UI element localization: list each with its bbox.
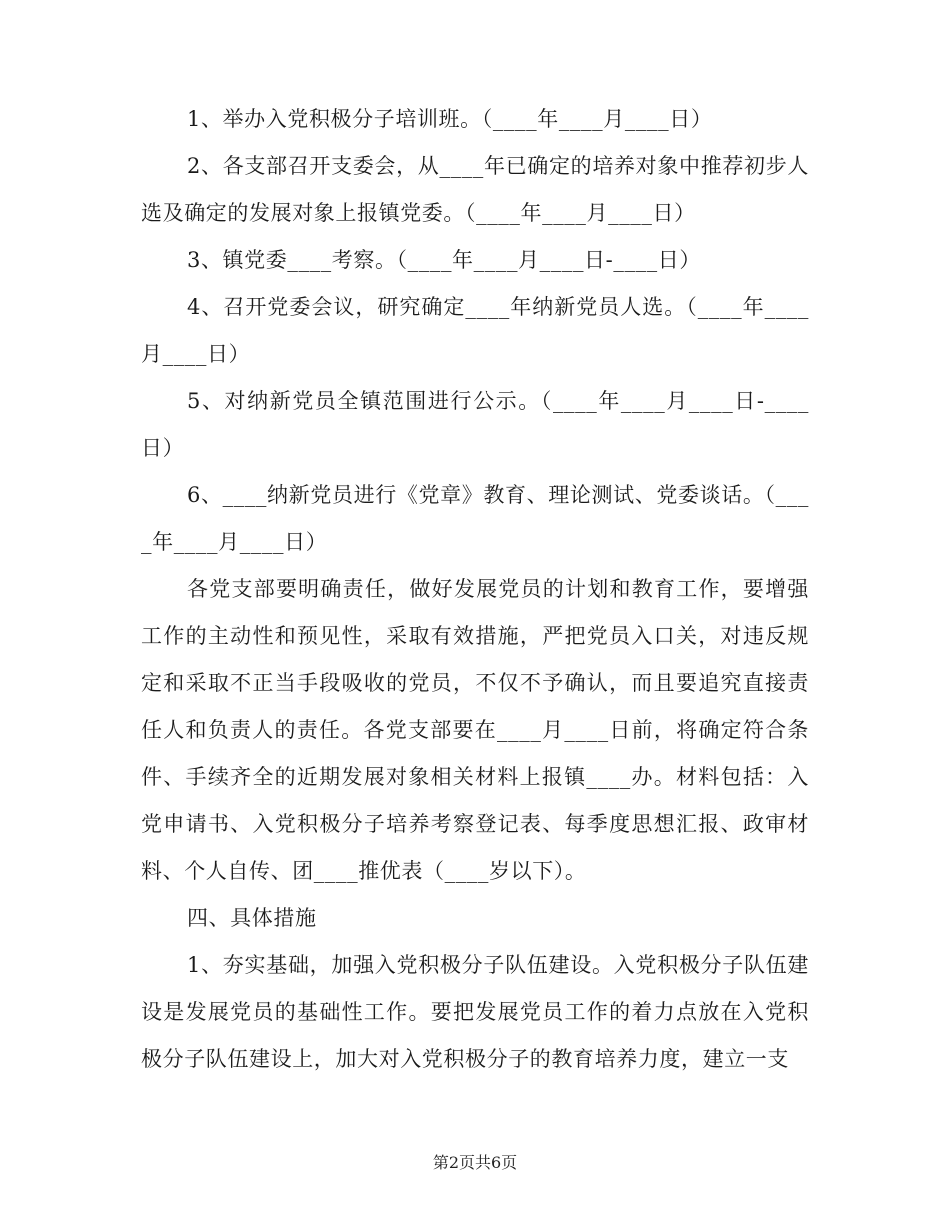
paragraph-item-1: 1、举办入党积极分子培训班。（____年____月____日） — [187, 107, 713, 131]
paragraph-item-4: 4、召开党委会议，研究确定____年纳新党员人选。（____年____月____日） — [141, 295, 809, 366]
paragraph-measure-1: 1、夯实基础，加强入党积极分子队伍建设。入党积极分子队伍建设是发展党员的基础性工作。要把发展党员工作的着力点放在入党积极分子队伍建设上，加大对入党积极分子的教育培养力度，建立一支 — [141, 953, 809, 1071]
section-heading-measures: 四、具体措施 — [187, 906, 317, 930]
page-number-footer: 第2页共6页 — [432, 1153, 518, 1172]
document-body — [141, 96, 809, 1083]
paragraph-item-6: 6、____纳新党员进行《党章》教育、理论测试、党委谈话。（____年____月____日） — [141, 483, 809, 554]
paragraph-item-3: 3、镇党委____考察。（____年____月____日-____日） — [187, 248, 701, 272]
paragraph-responsibility: 各党支部要明确责任，做好发展党员的计划和教育工作，要增强工作的主动性和预见性，采取有效措施，严把党员入口关，对违反规定和采取不正当手段吸收的党员，不仅不予确认，而且要追究直接责任人和负责人的责任。各党支部要在____月____日前，将确定符合条件、手续齐全的近期发展对象相关材料上报镇____办。材料包括：入党申请书、入党积极分子培养考察登记表、每季度思想汇报、政审材料、个人自传、团____推优表（____岁以下）。 — [141, 577, 809, 883]
paragraph-item-2: 2、各支部召开支委会，从____年已确定的培养对象中推荐初步人选及确定的发展对象上报镇党委。（____年____月____日） — [141, 154, 809, 225]
paragraph-item-5: 5、对纳新党员全镇范围进行公示。（____年____月____日-____日） — [141, 389, 809, 460]
